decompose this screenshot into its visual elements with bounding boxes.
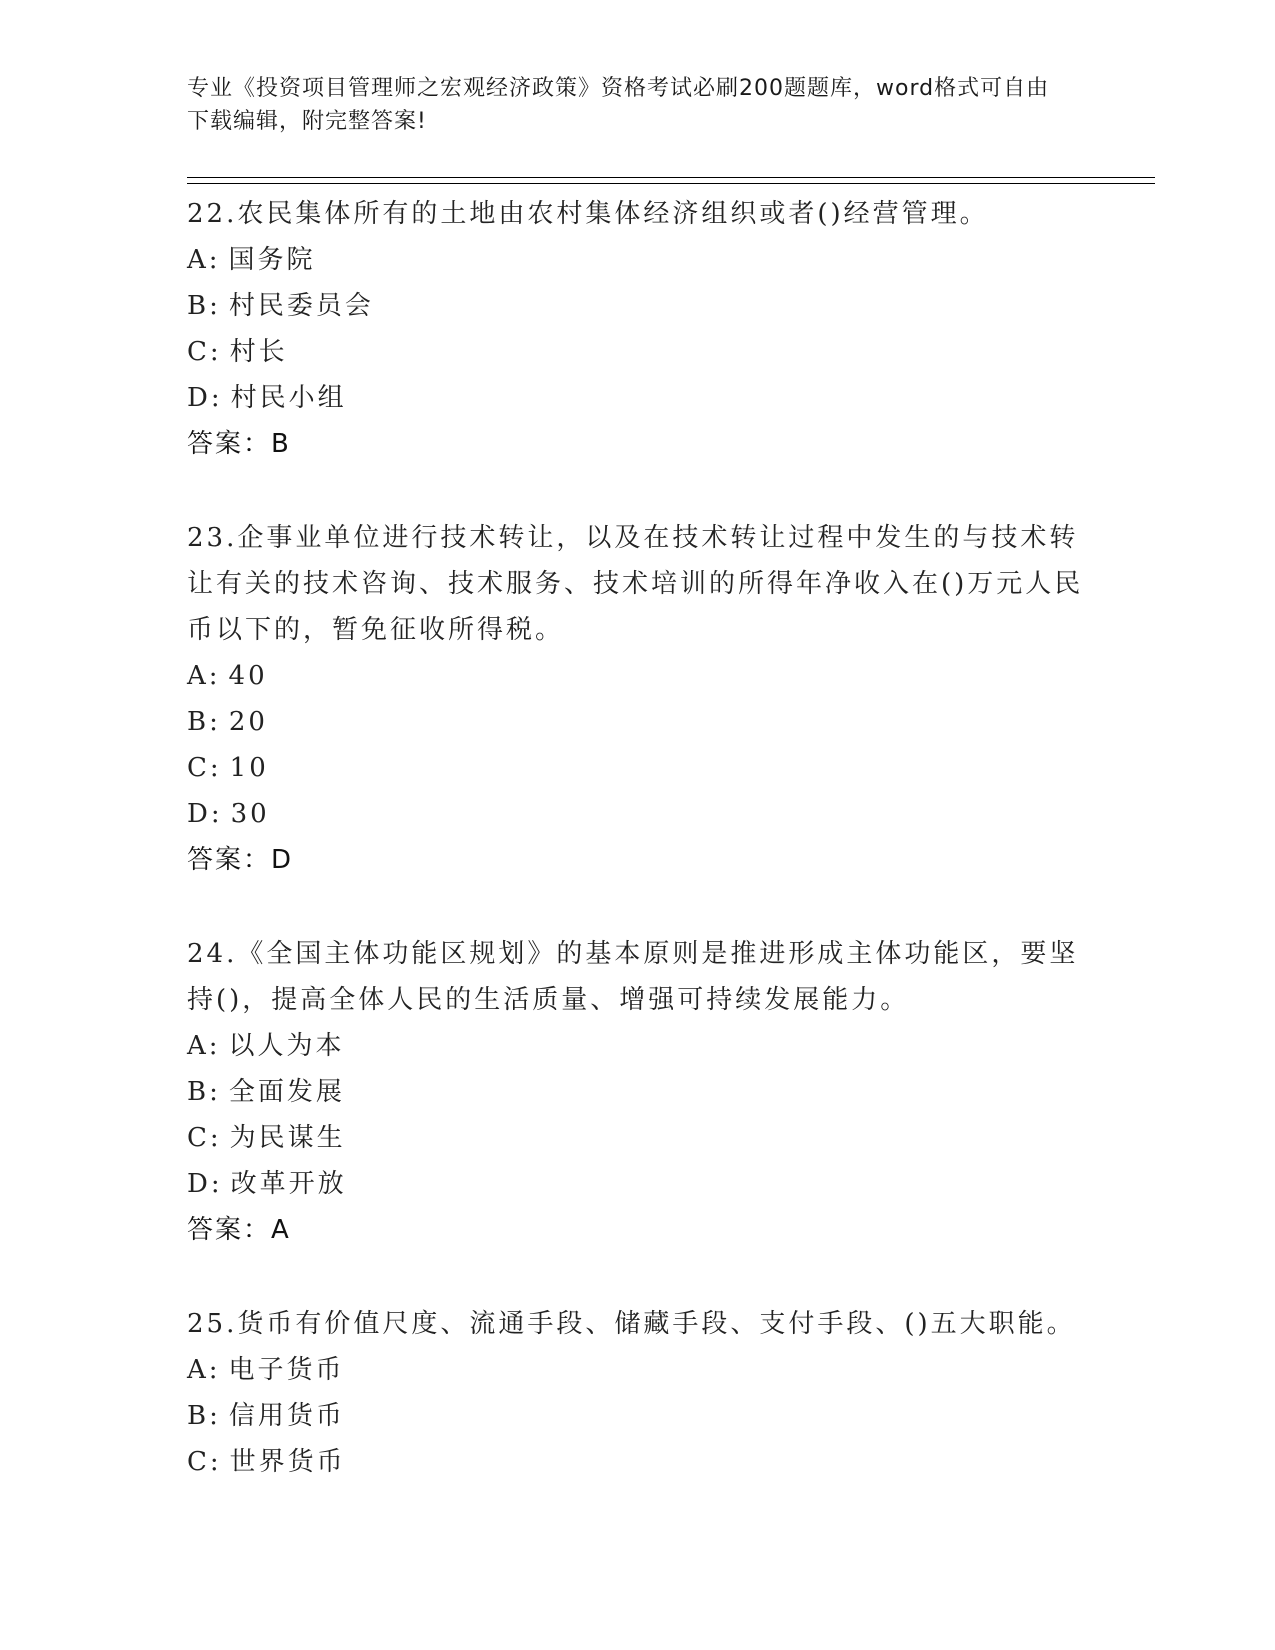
option-d bbox=[187, 1161, 1087, 1207]
option-separator: : bbox=[208, 661, 221, 691]
question-22 bbox=[187, 191, 1087, 467]
option-d bbox=[187, 791, 1087, 837]
option-a bbox=[187, 1347, 1087, 1393]
option-letter: C bbox=[187, 1447, 210, 1477]
option-separator: : bbox=[210, 383, 223, 413]
option-separator: : bbox=[210, 1169, 223, 1199]
option-letter: A bbox=[187, 1355, 209, 1385]
option-b bbox=[187, 1069, 1087, 1115]
option-text: 改革开放 bbox=[230, 1169, 347, 1199]
option-text: 信用货币 bbox=[228, 1401, 345, 1431]
option-c bbox=[187, 745, 1087, 791]
option-text: 20 bbox=[228, 707, 268, 737]
question-23 bbox=[187, 515, 1087, 883]
option-letter: D bbox=[187, 1169, 211, 1199]
answer-label: 答案：A bbox=[187, 1215, 291, 1245]
option-text: 30 bbox=[230, 799, 270, 829]
option-a bbox=[187, 1023, 1087, 1069]
option-text: 全面发展 bbox=[228, 1077, 345, 1107]
option-letter: B bbox=[187, 1077, 210, 1107]
option-separator: : bbox=[209, 707, 221, 737]
option-letter: B bbox=[187, 291, 210, 321]
header-divider-top bbox=[187, 177, 1155, 178]
option-text: 世界货币 bbox=[229, 1447, 346, 1477]
document-title: 专业《投资项目管理师之宏观经济政策》资格考试必刷200题题库，word格式可自由下载编辑，附完整答案! bbox=[187, 76, 1050, 134]
option-separator: : bbox=[208, 1031, 221, 1061]
option-text: 村长 bbox=[229, 337, 288, 367]
option-letter: B bbox=[187, 1401, 210, 1431]
option-separator: : bbox=[209, 291, 221, 321]
option-letter: B bbox=[187, 707, 210, 737]
option-c bbox=[187, 329, 1087, 375]
option-separator: : bbox=[208, 245, 221, 275]
option-separator: : bbox=[209, 337, 222, 367]
option-c bbox=[187, 1439, 1087, 1485]
option-text: 为民谋生 bbox=[229, 1123, 346, 1153]
option-separator: : bbox=[209, 1123, 222, 1153]
option-letter: C bbox=[187, 753, 210, 783]
option-b bbox=[187, 283, 1087, 329]
question-list bbox=[187, 191, 1087, 1533]
option-separator: : bbox=[209, 1401, 221, 1431]
option-text: 电子货币 bbox=[228, 1355, 345, 1385]
question-stem: 22.农民集体所有的土地由农村集体经济组织或者()经营管理。 bbox=[187, 199, 989, 229]
option-c bbox=[187, 1115, 1087, 1161]
question-24 bbox=[187, 931, 1087, 1253]
option-text: 以人为本 bbox=[228, 1031, 345, 1061]
option-letter: A bbox=[187, 245, 209, 275]
question-stem: 25.货币有价值尺度、流通手段、储藏手段、支付手段、()五大职能。 bbox=[187, 1309, 1076, 1339]
header-divider-bottom bbox=[187, 183, 1155, 184]
option-text: 40 bbox=[228, 661, 268, 691]
option-separator: : bbox=[209, 1077, 221, 1107]
option-letter: A bbox=[187, 1031, 209, 1061]
question-stem: 23.企事业单位进行技术转让，以及在技术转让过程中发生的与技术转让有关的技术咨询、技术服务、技术培训的所得年净收入在()万元人民币以下的，暂免征收所得税。 bbox=[187, 523, 1084, 645]
question-stem: 24.《全国主体功能区规划》的基本原则是推进形成主体功能区，要坚持()，提高全体人民的生活质量、增强可持续发展能力。 bbox=[187, 939, 1079, 1015]
option-text: 10 bbox=[229, 753, 269, 783]
question-25 bbox=[187, 1301, 1087, 1485]
option-separator: : bbox=[208, 1355, 221, 1385]
option-separator: : bbox=[209, 1447, 222, 1477]
answer-label: 答案：B bbox=[187, 429, 291, 459]
option-letter: D bbox=[187, 799, 211, 829]
option-a bbox=[187, 653, 1087, 699]
option-separator: : bbox=[210, 799, 223, 829]
option-text: 国务院 bbox=[228, 245, 316, 275]
option-d bbox=[187, 375, 1087, 421]
option-text: 村民小组 bbox=[230, 383, 347, 413]
option-letter: C bbox=[187, 337, 210, 367]
option-letter: A bbox=[187, 661, 209, 691]
option-b bbox=[187, 1393, 1087, 1439]
option-letter: D bbox=[187, 383, 211, 413]
option-a bbox=[187, 237, 1087, 283]
option-separator: : bbox=[209, 753, 222, 783]
option-text: 村民委员会 bbox=[228, 291, 374, 321]
answer-label: 答案：D bbox=[187, 845, 294, 875]
option-letter: C bbox=[187, 1123, 210, 1153]
option-b bbox=[187, 699, 1087, 745]
